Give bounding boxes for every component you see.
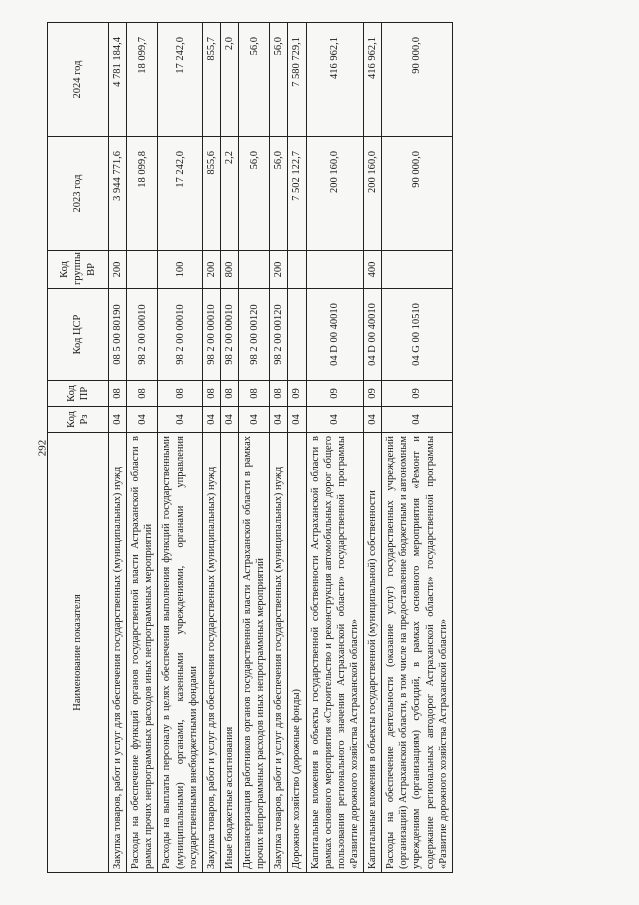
row-pr: 09 <box>382 381 453 407</box>
row-csr: 98 2 00 00010 <box>220 289 238 381</box>
row-2023: 56,0 <box>239 137 270 251</box>
row-csr: 98 2 00 00010 <box>202 289 220 381</box>
rotated-table-container <box>47 23 637 873</box>
row-pr: 08 <box>220 381 238 407</box>
budget-table <box>47 22 453 873</box>
row-vr <box>239 251 270 289</box>
row-2023: 200 160,0 <box>364 137 382 251</box>
table-row <box>220 23 238 873</box>
row-vr <box>127 251 158 289</box>
row-rz: 04 <box>202 407 220 433</box>
row-rz: 04 <box>364 407 382 433</box>
row-2024: 56,0 <box>270 23 288 137</box>
row-2023: 18 099,8 <box>127 137 158 251</box>
header-2024: 2024 год <box>48 23 109 137</box>
row-rz: 04 <box>239 407 270 433</box>
row-2024: 90 000,0 <box>382 23 453 137</box>
row-name: Капитальные вложения в объекты государственной (муниципальной) собственности <box>364 433 382 873</box>
header-2023: 2023 год <box>48 137 109 251</box>
row-pr: 09 <box>288 381 306 407</box>
row-pr: 09 <box>364 381 382 407</box>
table-row <box>202 23 220 873</box>
table-row <box>239 23 270 873</box>
row-csr: 98 2 00 00120 <box>270 289 288 381</box>
header-rz: Код Рз <box>48 407 109 433</box>
row-2023: 3 944 771,6 <box>109 137 127 251</box>
row-name: Дорожное хозяйство (дорожные фонды) <box>288 433 306 873</box>
row-vr: 200 <box>270 251 288 289</box>
row-csr <box>288 289 306 381</box>
row-rz: 04 <box>306 407 364 433</box>
row-vr: 200 <box>109 251 127 289</box>
row-csr: 98 2 00 00010 <box>127 289 158 381</box>
row-pr: 08 <box>109 381 127 407</box>
row-pr: 08 <box>270 381 288 407</box>
row-2024: 2,0 <box>220 23 238 137</box>
row-vr <box>288 251 306 289</box>
header-vr: Код группы ВР <box>48 251 109 289</box>
row-vr <box>382 251 453 289</box>
row-name: Расходы на выплаты персоналу в целях обеспечения выполнения функций государственными (муниципальными) органами, казенными учреждениями, органами управления государственными внебюджетными фондами <box>158 433 202 873</box>
table-header-row <box>48 23 109 873</box>
table-row <box>270 23 288 873</box>
row-2024: 416 962,1 <box>364 23 382 137</box>
row-pr: 08 <box>202 381 220 407</box>
row-csr: 08 5 00 80190 <box>109 289 127 381</box>
row-name: Иные бюджетные ассигнования <box>220 433 238 873</box>
row-rz: 04 <box>220 407 238 433</box>
table-row <box>382 23 453 873</box>
row-name: Расходы на обеспечение деятельности (оказание услуг) государственных учреждений (организаций) Астраханской области, в том числе на предоставление бюджетным и автономным учреждениям (организациям) субсидий, в рамках основного мероприятия «Ремонт и содержание региональных автодорог Астраханской области» государственной программы «Развитие дорожного хозяйства Астраханской области» <box>382 433 453 873</box>
page-number: 292 <box>36 439 49 457</box>
row-vr: 100 <box>158 251 202 289</box>
row-pr: 09 <box>306 381 364 407</box>
row-2023: 2,2 <box>220 137 238 251</box>
table-row <box>127 23 158 873</box>
row-name: Капитальные вложения в объекты государственной собственности Астраханской области в рамках основного мероприятия «Строительство и реконструкция автомобильных дорог общего пользования регионального значения Астраханской области» государственной программы «Развитие дорожного хозяйства Астраханской области» <box>306 433 364 873</box>
table-row <box>109 23 127 873</box>
table-row <box>306 23 364 873</box>
table-row <box>364 23 382 873</box>
row-rz: 04 <box>158 407 202 433</box>
row-csr: 98 2 00 00120 <box>239 289 270 381</box>
row-name: Расходы на обеспечение функций органов государственной власти Астраханской области в рамках прочих непрограммных расходов иных непрограммных мероприятий <box>127 433 158 873</box>
row-2023: 56,0 <box>270 137 288 251</box>
row-vr: 800 <box>220 251 238 289</box>
row-vr <box>306 251 364 289</box>
row-name: Закупка товаров, работ и услуг для обеспечения государственных (муниципальных) нужд <box>109 433 127 873</box>
row-2024: 4 781 184,4 <box>109 23 127 137</box>
row-2024: 416 962,1 <box>306 23 364 137</box>
row-2023: 7 502 122,7 <box>288 137 306 251</box>
row-rz: 04 <box>382 407 453 433</box>
row-rz: 04 <box>270 407 288 433</box>
row-2023: 200 160,0 <box>306 137 364 251</box>
row-2024: 855,7 <box>202 23 220 137</box>
table-row <box>288 23 306 873</box>
row-2024: 17 242,0 <box>158 23 202 137</box>
row-rz: 04 <box>109 407 127 433</box>
row-vr: 400 <box>364 251 382 289</box>
row-name: Закупка товаров, работ и услуг для обеспечения государственных (муниципальных) нужд <box>202 433 220 873</box>
row-2024: 56,0 <box>239 23 270 137</box>
row-pr: 08 <box>239 381 270 407</box>
row-csr: 04 D 00 40010 <box>364 289 382 381</box>
row-name: Диспансеризация работников органов государственной власти Астраханской области в рамках прочих непрограммных расходов иных непрограммных мероприятий <box>239 433 270 873</box>
row-name: Закупка товаров, работ и услуг для обеспечения государственных (муниципальных) нужд <box>270 433 288 873</box>
header-name: Наименование показателя <box>48 433 109 873</box>
row-2024: 18 099,7 <box>127 23 158 137</box>
row-rz: 04 <box>127 407 158 433</box>
row-2023: 855,6 <box>202 137 220 251</box>
row-csr: 98 2 00 00010 <box>158 289 202 381</box>
row-pr: 08 <box>158 381 202 407</box>
row-vr: 200 <box>202 251 220 289</box>
table-row <box>158 23 202 873</box>
row-rz: 04 <box>288 407 306 433</box>
row-pr: 08 <box>127 381 158 407</box>
row-2023: 90 000,0 <box>382 137 453 251</box>
row-2023: 17 242,0 <box>158 137 202 251</box>
row-csr: 04 D 00 40010 <box>306 289 364 381</box>
header-pr: Код ПР <box>48 381 109 407</box>
header-csr: Код ЦСР <box>48 289 109 381</box>
row-2024: 7 580 729,1 <box>288 23 306 137</box>
row-csr: 04 G 00 10510 <box>382 289 453 381</box>
